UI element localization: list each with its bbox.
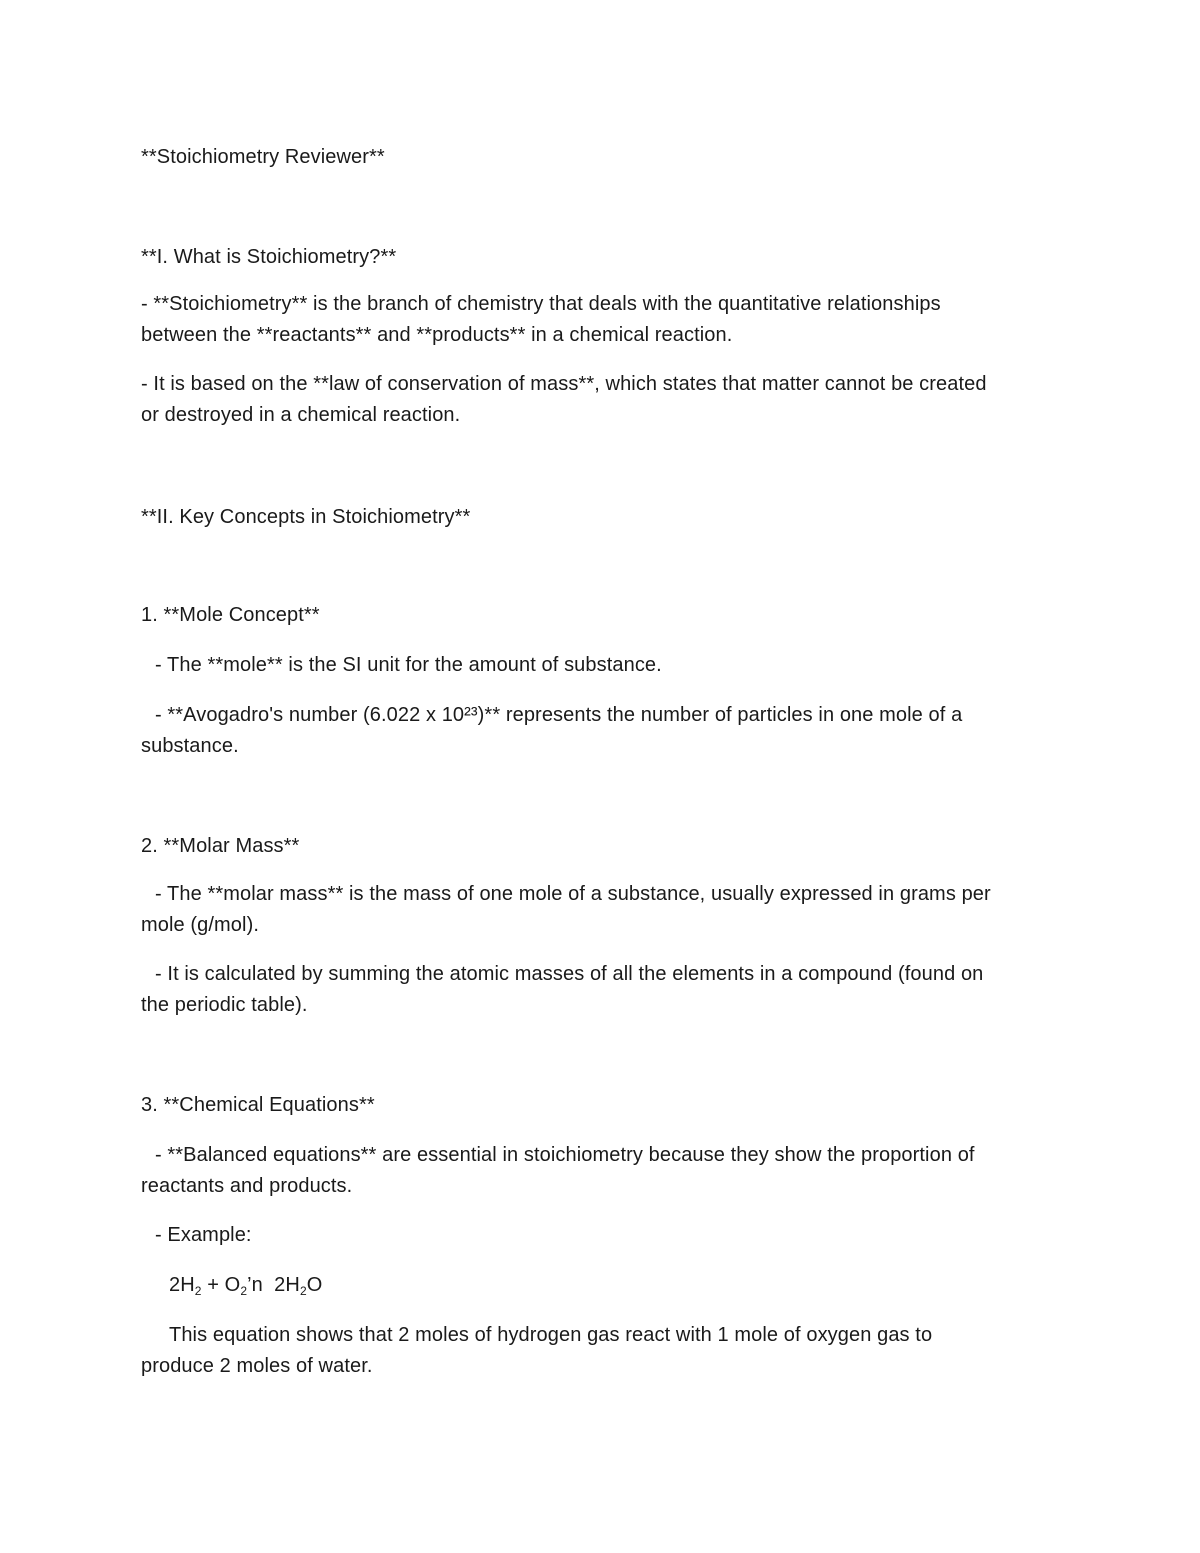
paragraph-line: mole (g/mol). [141, 914, 259, 936]
bullet-paragraph [141, 1140, 1061, 1202]
bullet-text: - Example: [155, 1224, 252, 1246]
bullet-paragraph [141, 959, 1061, 1021]
paragraph-line: This equation shows that 2 moles of hydrogen gas react with 1 mole of oxygen gas to [169, 1324, 933, 1346]
chemical-equation [141, 1270, 1089, 1301]
paragraph-line: - It is calculated by summing the atomic masses of all the elements in a compound (found on [155, 963, 984, 985]
paragraph-line: between the **reactants** and **products** in a chemical reaction. [141, 324, 733, 346]
paragraph-line: - **Stoichiometry** is the branch of chemistry that deals with the quantitative relationships [141, 293, 941, 315]
paragraph-line: - **Avogadro's number (6.022 x 10²³)** represents the number of particles in one mole of a [155, 704, 963, 726]
paragraph [141, 369, 1061, 431]
explanation-paragraph [141, 1320, 1061, 1382]
equation-term: 2H [169, 1274, 195, 1296]
bullet-text: - The **mole** is the SI unit for the amount of substance. [155, 654, 662, 676]
item-heading: 2. **Molar Mass** [141, 835, 300, 857]
equation-term: + O [201, 1274, 241, 1296]
section-heading: **I. What is Stoichiometry?** [141, 246, 397, 268]
paragraph-line: or destroyed in a chemical reaction. [141, 404, 461, 426]
section-heading: **II. Key Concepts in Stoichiometry** [141, 506, 471, 528]
equation-subscript: 2 [194, 1284, 202, 1298]
equation-term: ’n 2H [247, 1274, 300, 1296]
item-heading: 3. **Chemical Equations** [141, 1094, 375, 1116]
bullet-paragraph [141, 700, 1061, 762]
paragraph-line: - It is based on the **law of conservation of mass**, which states that matter cannot be created [141, 373, 987, 395]
equation-subscript: 2 [299, 1284, 307, 1298]
paragraph-line: reactants and products. [141, 1175, 353, 1197]
equation-term: O [306, 1274, 323, 1296]
paragraph-line: the periodic table). [141, 994, 308, 1016]
paragraph-line: substance. [141, 735, 239, 757]
document-title: **Stoichiometry Reviewer** [141, 146, 385, 168]
item-heading: 1. **Mole Concept** [141, 604, 320, 626]
paragraph [141, 289, 1061, 351]
paragraph-line: - **Balanced equations** are essential in stoichiometry because they show the proportion of [155, 1144, 975, 1166]
equation-subscript: 2 [240, 1284, 248, 1298]
paragraph-line: produce 2 moles of water. [141, 1355, 373, 1377]
paragraph-line: - The **molar mass** is the mass of one mole of a substance, usually expressed in grams per [155, 883, 991, 905]
bullet-paragraph [141, 879, 1061, 941]
